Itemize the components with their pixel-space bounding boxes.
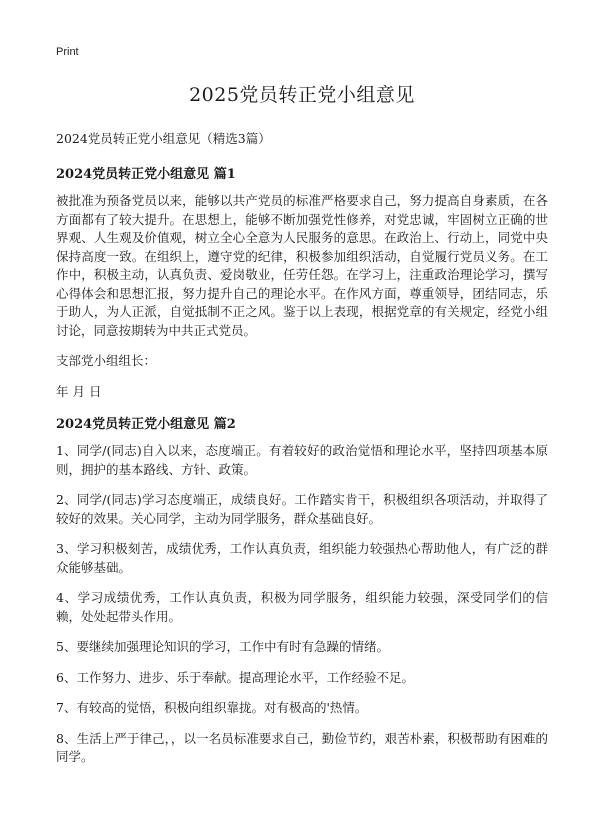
list-item: 5、要继续加强理论知识的学习，工作中有时有急躁的情绪。 (56, 639, 389, 654)
list-item: 2、同学/(同志)学习态度端正，成绩良好。工作踏实肯干，积极组织各项活动，并取得了较好的效果。关心同学，主动为同学服务，群众基础良好。 (56, 492, 548, 526)
list-item: 8、生活上严于律己，，以一名员标准要求自己，勤俭节约，艰苦朴素，积极帮助有困难的同学。 (56, 730, 548, 764)
list-item: 3、学习积极刻苦，成绩优秀，工作认真负责，组织能力较强热心帮助他人，有广泛的群众能够基础。 (56, 541, 548, 575)
document-subtitle: 2024党员转正党小组意见（精选3篇） (56, 131, 271, 146)
list-item: 1、同学/(同志)自入以来，态度端正。有着较好的政治觉悟和理论水平，坚持四项基本原则，拥护的基本路线、方针、政策。 (56, 443, 548, 477)
list-item: 7、有较高的觉悟，积极向组织靠拢。对有极高的'热情。 (56, 700, 368, 715)
document-body (56, 80, 548, 779)
section-1-paragraph: 被批准为预备党员以来，能够以共产党员的标准严格要求自己，努力提高自身素质，在各方面都有了较大提升。在思想上，能够不断加强党性修养，对党忠诚，牢固树立正确的世界观、人生观及价值观，树立全心全意为人民服务的意思。在政治上、行动上，同党中央保持高度一致。在组织上，遵守党的纪律，积极参加组织活动，自觉履行党员义务。在工作中，积极主动，认真负责、爱岗敬业，任劳任怨。在学习上，注重政治理论学习，撰写心得体会和思想汇报，努力提升自己的理论水平。在作风方面，尊重领导，团结同志，乐于助人，为人正派，自觉抵制不正之风。鉴于以上表现，根据党章的有关规定，经党小组讨论，同意按期转为中共正式党员。 (56, 193, 548, 338)
list-item: 6、工作努力、进步、乐于奉献。提高理论水平，工作经验不足。 (56, 669, 414, 685)
signature-line: 支部党小组组长： (56, 353, 157, 368)
document-title: 2025党员转正党小组意见 (189, 84, 415, 106)
section-heading-2: 2024党员转正党小组意见 篇2 (56, 417, 236, 432)
date-line: 年 月 日 (56, 383, 102, 399)
list-item: 4、学习成绩优秀，工作认真负责，积极为同学服务，组织能力较强，深受同学们的信赖，处处起带头作用。 (56, 590, 548, 624)
print-link[interactable]: Print (56, 46, 79, 58)
section-heading-1: 2024党员转正党小组意见 篇1 (56, 167, 236, 182)
